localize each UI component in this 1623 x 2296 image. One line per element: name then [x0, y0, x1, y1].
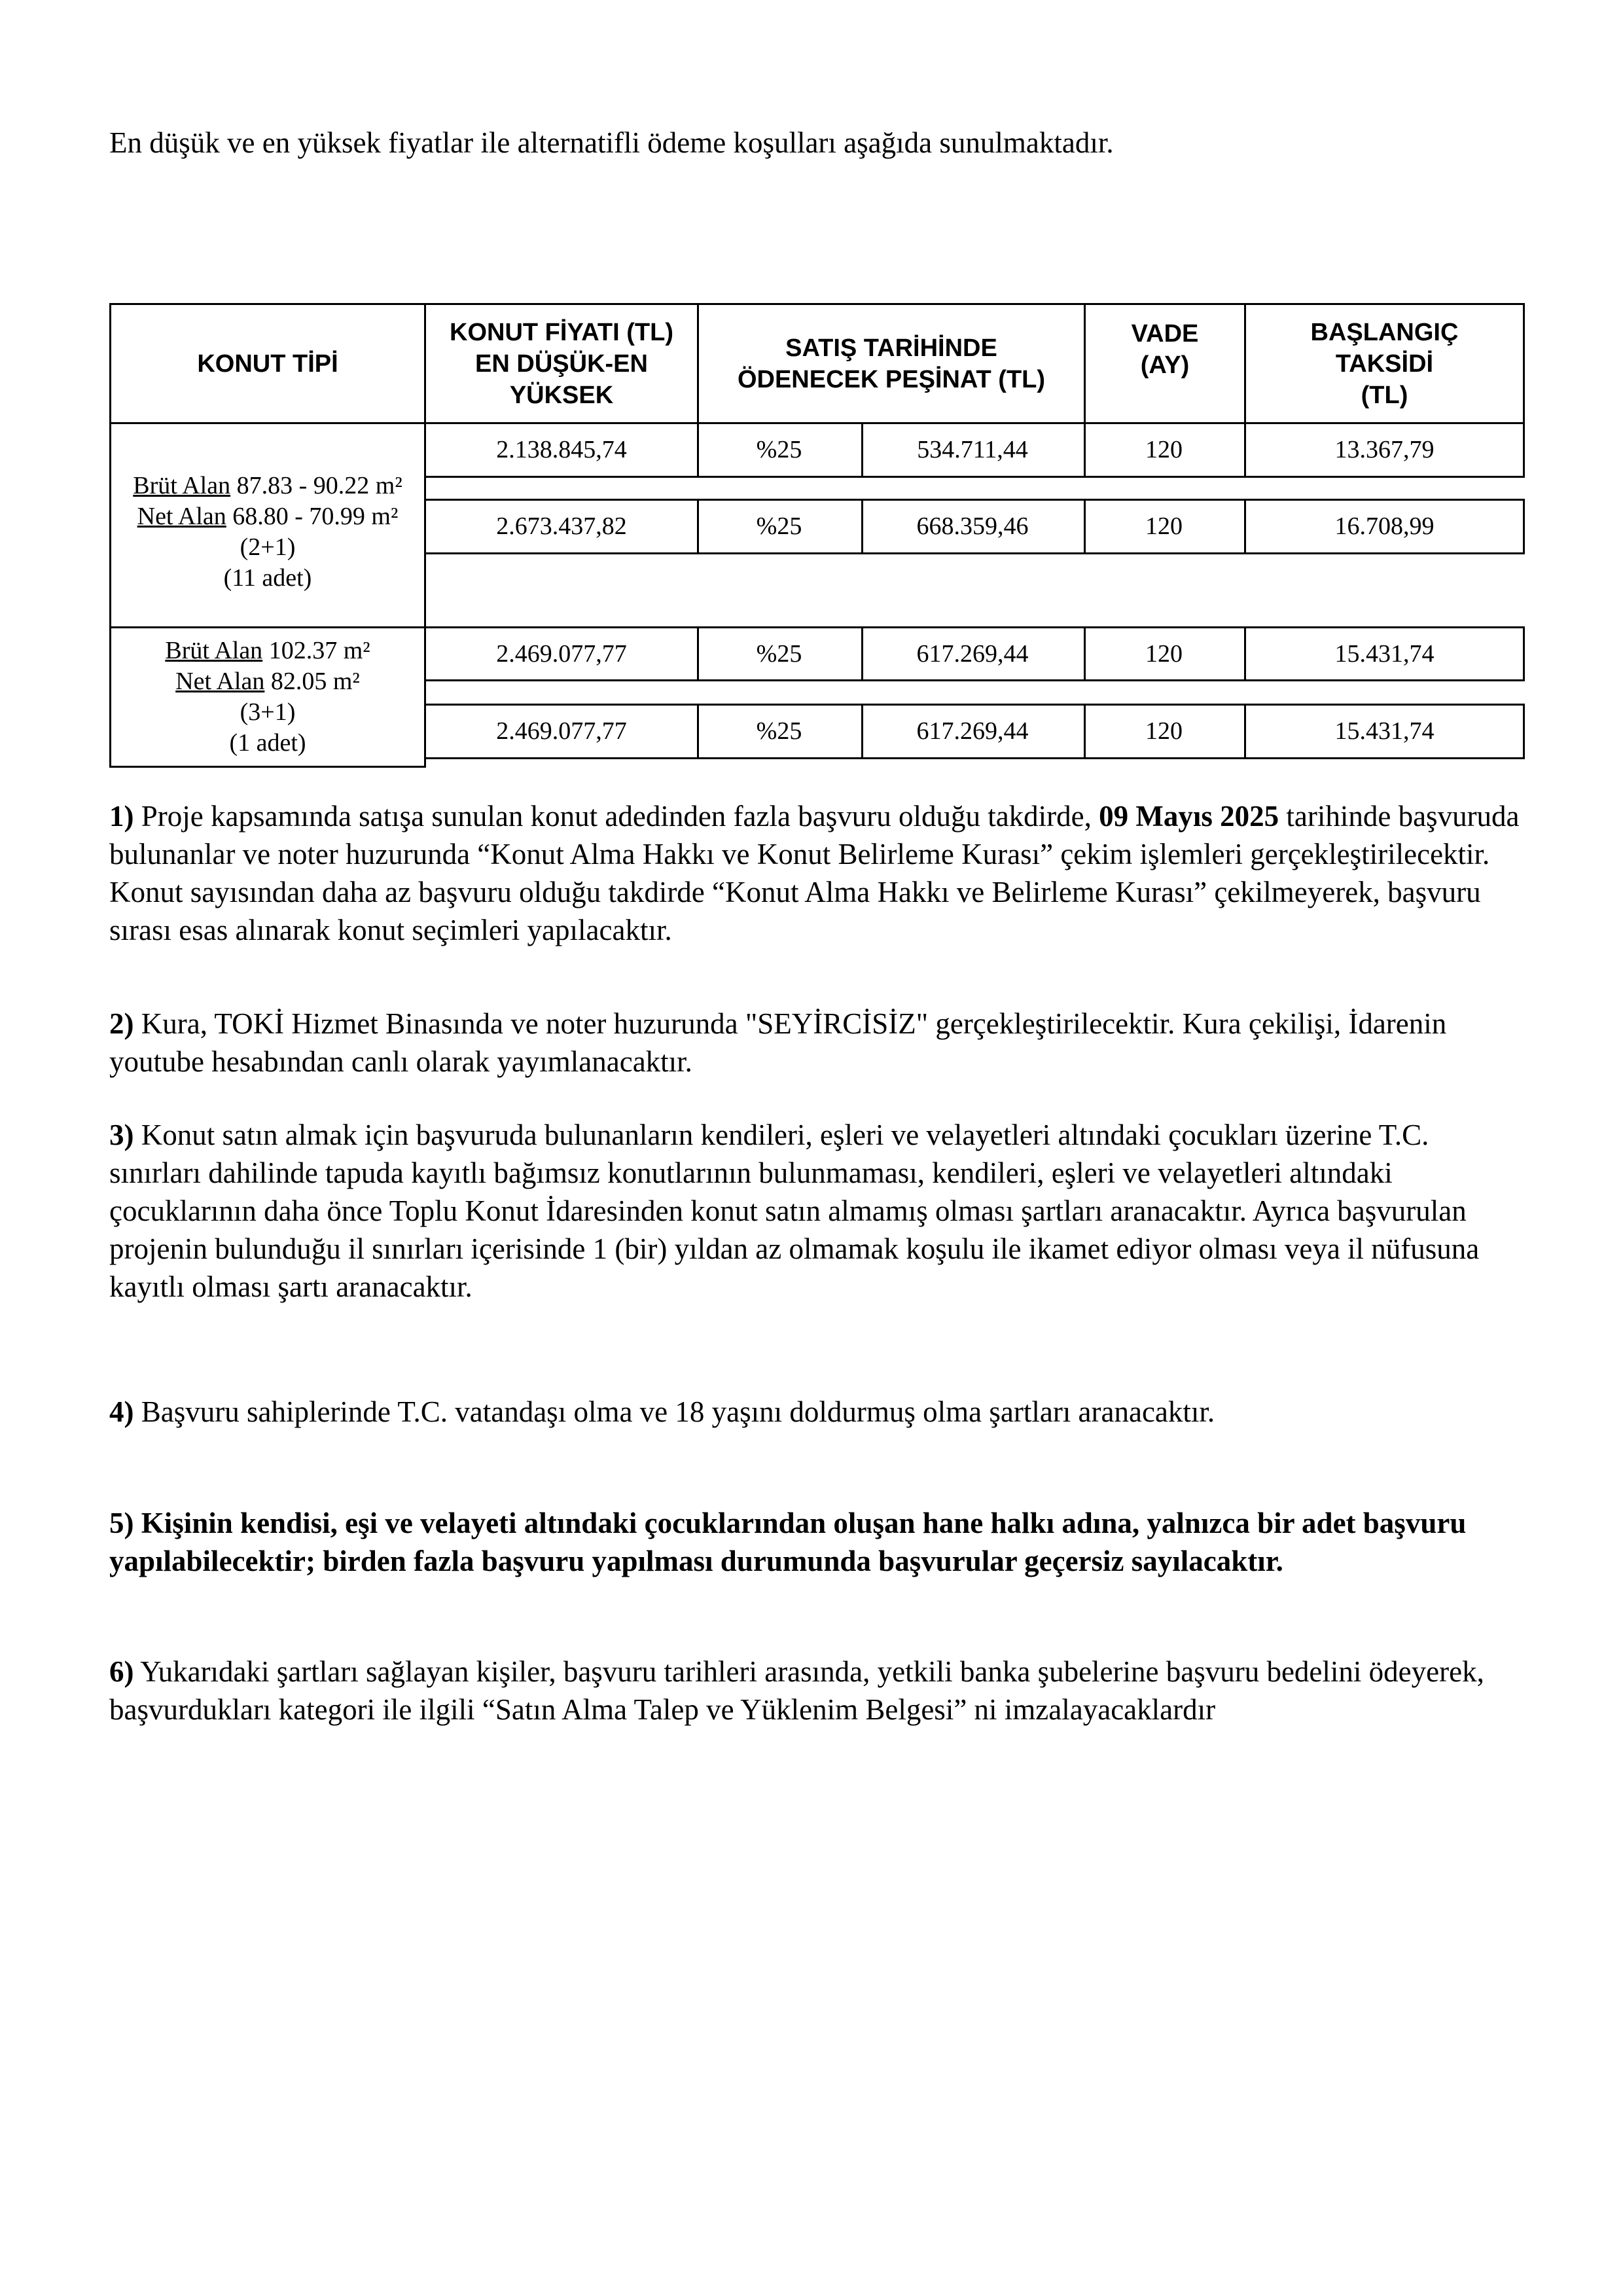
oda-1: (2+1) — [240, 533, 296, 561]
header-taksit-line1: BAŞLANGIÇ — [1310, 318, 1459, 346]
net-alan-1 — [137, 501, 399, 532]
row-2-1-pesinat: 617.269,44 — [916, 639, 1029, 668]
header-taksit — [1244, 303, 1525, 424]
row-2-2-fiyat: 2.469.077,77 — [496, 717, 627, 745]
row-2-2-vade: 120 — [1145, 717, 1183, 745]
adet-1: (11 adet) — [223, 564, 312, 592]
row-1-2-pesinat: 668.359,46 — [916, 512, 1029, 540]
konut-tipi-group-1 — [109, 422, 426, 628]
paragraph-3-text: Konut satın almak için başvuruda bulunanların kendileri, eşleri ve velayetleri altındaki çocukları üzerine T.C. sınırları dahilinde tapuda kayıtlı bağımsız konutlarının bulunmaması, kendileri, eşleri ve velayetleri altındaki çocuklarının daha önce Toplu Konut İdaresinden konut satın almamış olması şartları aranacaktır. Ayrıca başvurulan projenin bulunduğu il sınırları içerisinde 1 (bir) yıldan az olmamak koşulu ile ikamet ediyor olması veya il nüfusuna kayıtlı olması şartı aranacaktır. — [109, 1119, 1480, 1303]
intro-text: En düşük ve en yüksek fiyatlar ile alternatifli ödeme koşulları aşağıda sunulmaktadır. — [109, 126, 1114, 159]
row-1-1-fiyat: 2.138.845,74 — [496, 436, 627, 463]
row-1-2-vade: 120 — [1145, 512, 1183, 540]
row-2-2-pesinat: 617.269,44 — [916, 717, 1029, 745]
brut-alan-value-2: 102.37 m² — [262, 637, 370, 664]
brut-alan-value-1: 87.83 - 90.22 m² — [230, 471, 402, 499]
header-konut-tipi — [109, 303, 426, 424]
paragraph-1-number: 1) — [109, 800, 134, 833]
header-fiyat — [424, 303, 699, 424]
oda-2: (3+1) — [240, 698, 296, 726]
brut-alan-1 — [133, 471, 402, 501]
net-alan-label-2: Net Alan — [175, 668, 265, 695]
paragraph-6-number: 6) — [109, 1655, 134, 1688]
header-pesinat-line1: SATIŞ TARİHİNDE — [785, 334, 997, 362]
header-pesinat-line2: ÖDENECEK PEŞİNAT (TL) — [737, 365, 1046, 393]
paragraph-1-text-a: Proje kapsamında satışa sunulan konut adedinden fazla başvuru olduğu takdirde, — [134, 800, 1099, 833]
net-alan-value-1: 68.80 - 70.99 m² — [226, 502, 399, 530]
paragraph-2-text: Kura, TOKİ Hizmet Binasında ve noter huzurunda "SEYİRCİSİZ" gerçekleştirilecektir. Kura çekilişi, İdarenin youtube hesabından canlı olarak yayımlanacaktır. — [109, 1007, 1447, 1078]
row-1-1-oran: %25 — [756, 436, 802, 463]
paragraph-6 — [109, 1653, 1523, 1729]
paragraph-4-number: 4) — [109, 1395, 134, 1428]
paragraph-1 — [109, 797, 1523, 949]
net-alan-value-2: 82.05 m² — [264, 668, 360, 695]
header-vade-line2: (AY) — [1140, 351, 1190, 379]
paragraph-2-number: 2) — [109, 1007, 134, 1040]
row-1-2-oran: %25 — [756, 512, 802, 540]
row-1-2-fiyat: 2.673.437,82 — [496, 512, 627, 540]
row-2-1-taksit: 15.431,74 — [1334, 639, 1435, 668]
price-table — [0, 0, 1623, 785]
row-2-2-taksit: 15.431,74 — [1334, 717, 1435, 745]
header-taksit-line2: TAKSİDİ — [1335, 350, 1434, 378]
net-alan-label-1: Net Alan — [137, 502, 226, 530]
paragraph-5: 5) Kişinin kendisi, eşi ve velayeti altındaki çocuklarından oluşan hane halkı adına, yalnızca bir adet başvuru yapılabilecektir; birden fazla başvuru yapılması durumunda başvurular geçersiz sayılacaktır. — [109, 1507, 1467, 1577]
header-vade-line1: VADE — [1131, 320, 1199, 348]
header-fiyat-line1: KONUT FİYATI (TL) — [450, 318, 673, 346]
brut-alan-label-2: Brüt Alan — [165, 637, 263, 664]
header-konut-tipi-text: KONUT TİPİ — [197, 350, 338, 378]
paragraph-4-text: Başvuru sahiplerinde T.C. vatandaşı olma ve 18 yaşını doldurmuş olma şartları aranacaktır. — [134, 1395, 1215, 1428]
row-1-2-taksit: 16.708,99 — [1334, 512, 1435, 540]
header-fiyat-line2: EN DÜŞÜK-EN — [475, 350, 648, 378]
header-vade — [1084, 303, 1246, 424]
paragraph-1-date: 09 Mayıs 2025 — [1099, 800, 1279, 833]
paragraph-1-text-b: tarihinde başvuruda bulunanlar ve noter huzurunda “Konut Alma Hakkı ve Konut Belirleme Kurası” çekim işlemleri gerçekleştirilecektir. Konut sayısından daha az başvuru olduğu takdirde “Konut Alma Hakkı ve Belirleme Kurası” çekilmeyerek, başvuru sırası esas alınarak konut seçimleri yapılacaktır. — [109, 800, 1520, 946]
brut-alan-2 — [165, 636, 370, 666]
adet-2: (1 adet) — [229, 729, 306, 757]
brut-alan-label-1: Brüt Alan — [133, 471, 231, 499]
header-fiyat-line3: YÜKSEK — [509, 381, 614, 409]
paragraph-6-text: Yukarıdaki şartları sağlayan kişiler, başvuru tarihleri arasında, yetkili banka şubelerine başvuru bedelini ödeyerek, başvurdukları kategori ile ilgili “Satın Alma Talep ve Yüklenim Belgesi” ni imzalayacaklardır — [109, 1655, 1484, 1726]
header-pesinat — [697, 303, 1086, 424]
paragraph-2 — [109, 1005, 1523, 1081]
row-1-1-vade: 120 — [1145, 436, 1183, 463]
konut-tipi-group-2 — [109, 626, 426, 768]
net-alan-2 — [175, 666, 360, 697]
row-1-1-taksit: 13.367,79 — [1334, 436, 1435, 463]
header-taksit-line3: (TL) — [1361, 381, 1408, 409]
row-1-1-pesinat: 534.711,44 — [917, 436, 1028, 463]
row-2-1-fiyat: 2.469.077,77 — [496, 639, 627, 668]
row-2-1-vade: 120 — [1145, 639, 1183, 668]
row-2-2-oran: %25 — [756, 717, 802, 745]
paragraph-4 — [109, 1393, 1523, 1431]
row-2-1-oran: %25 — [756, 639, 802, 668]
paragraph-3 — [109, 1116, 1523, 1306]
paragraph-3-number: 3) — [109, 1119, 134, 1151]
